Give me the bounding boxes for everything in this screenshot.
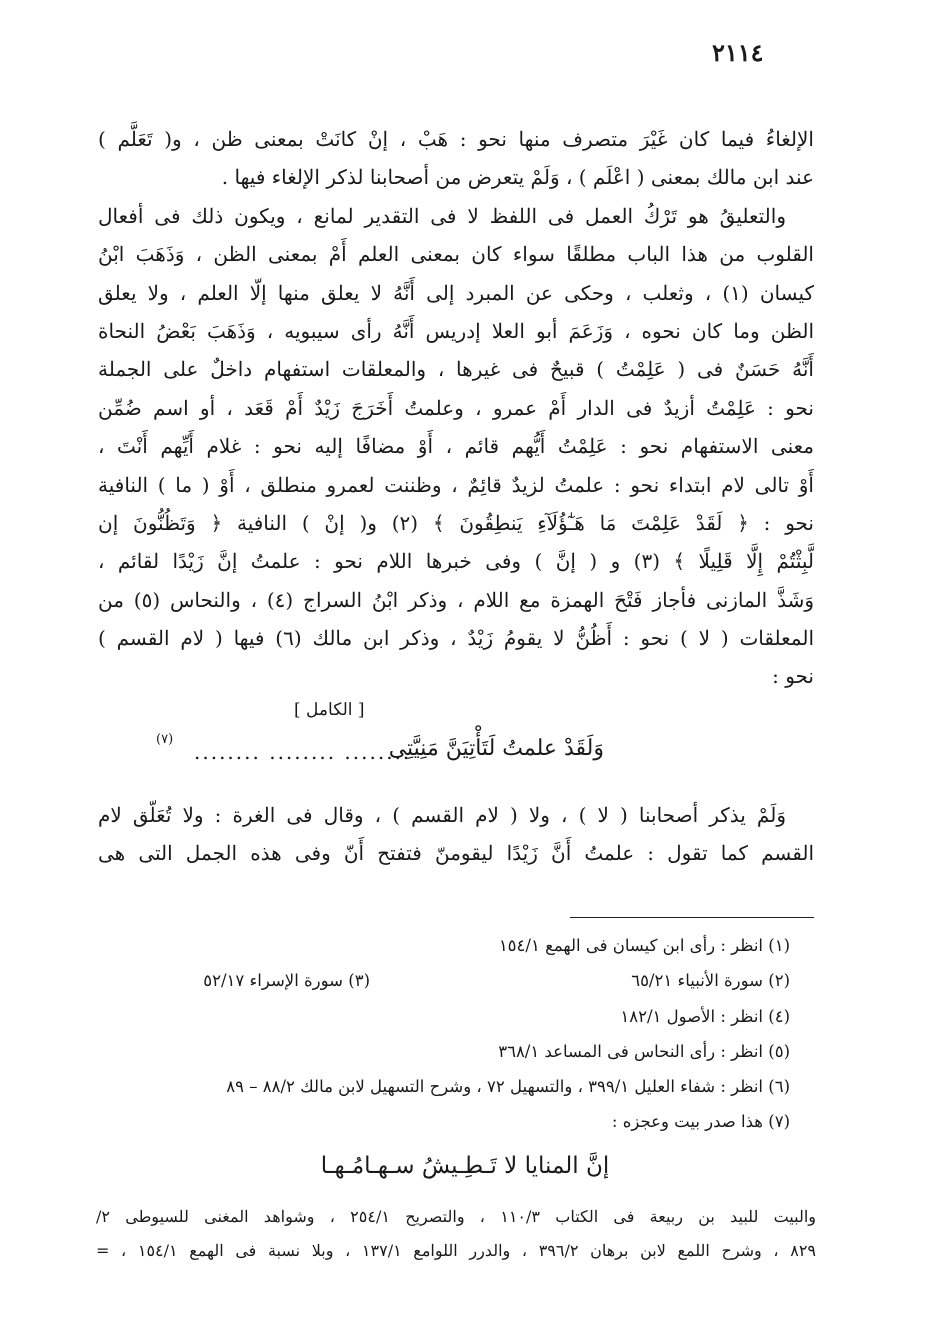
text-line: الظن وما كان نحوه ، وَزَعَمَ أبو العلا إدريس أَنَّهُ رأى سيبويه ، وَذَهَبَ بَعْضُ النحاة (98, 318, 814, 343)
main-text (98, 120, 814, 873)
text-line: أَنَّهُ حَسَنٌ فى ( عَلِمْتُ ) قبيحٌ فى غيرها ، والمعلقات استفهام داخلٌ على الجملة (98, 357, 814, 382)
text-line: عند ابن مالك بمعنى ( اعْلَم ) ، وَلَمْ يتعرض من أصحابنا لذكر الإلغاء فيها . (221, 165, 814, 190)
poetry-verse (98, 696, 814, 796)
footnote-line: والبيت للبيد بن ربيعة فى الكتاب ١١٠/٣ ، والتصريح ٢٥٤/١ ، وشواهد المغنى للسيوطى ٢/ (96, 1207, 817, 1226)
text-line: نحو : (772, 664, 814, 689)
footnote: (١) انظر : رأى ابن كيسان فى الهمع ١٥٤/١ (498, 936, 790, 955)
footnote: (٥) انظر : رأى النحاس فى المساعد ٣٦٨/١ (498, 1041, 790, 1061)
page-number: ٢١١٤ (712, 38, 764, 67)
text-line: وَلَمْ يذكر أصحابنا ( لا ) ، ولا ( لام القسم ) ، وقال فى الغرة : ولا تُعَلّق لام (98, 802, 786, 827)
footnote-divider (570, 917, 814, 918)
text-line: معنى الاستفهام نحو : عَلِمْتُ أَيُّهم قائم ، أَوْ مضافًا إليه نحو : غلام أَيِّهم أَنْتَ ، (98, 434, 814, 459)
footnote-line: ٨٢٩ ، وشرح اللمع لابن برهان ٣٩٦/٢ ، والدرر اللوامع ١٣٧/١ ، وبلا نسبة فى الهمع ١٥٤/١ ، = (96, 1241, 817, 1260)
verse-meter: [ الكامل ] (294, 699, 365, 720)
text-line: لَّبِثْتُمْ إِلَّا قَلِيلًا ﴾ (٣) و ( إنَّ ) وفى خبرها اللام نحو : علمتُ إنَّ زَيْدًا لقائم ، (98, 549, 814, 574)
text-line: والتعليقُ هو تَرْكُ العمل فى اللفظ لا فى التقدير لمانع ، ويكون ذلك فى أفعال (98, 203, 786, 228)
footnote: (٢) سورة الأنبياء ٦٥/٢١ (٣) سورة الإسراء ٥٢/١٧ (110, 963, 790, 998)
footnotes (110, 928, 790, 1192)
text-line: المعلقات ( لا ) نحو : أَظُنُّ لا يقومُ زَيْدٌ ، وذكر ابن مالك (٦) فيها ( لام القسم ) (98, 626, 814, 651)
footnote: (٤) انظر : الأصول ١٨٢/١ (620, 1006, 790, 1026)
footnote-continuation (96, 1200, 816, 1268)
verse-hemistich: وَلَقَدْ علمتُ لَتَأْتِيَنَّ مَنِيَّتِى (388, 735, 604, 761)
text-line: وَشَذَّ المازنى فأجاز فَتْحَ الهمزة مع اللام ، وذكر ابْنُ السراج (٤) ، والنحاس (٥) من (98, 587, 814, 612)
text-line: أَوْ تالى لام ابتداء نحو : علمتُ لزيدٌ قائِمٌ ، وظننت لعمرو منطلق ، أَوْ ( ما ) النافية (98, 472, 814, 497)
text-line: القسم كما تقول : علمتُ أَنَّ زَيْدًا ليقومنّ فتفتح أَنّ وفى هذه الجمل التى هى (98, 841, 814, 866)
text-line: نحو : ﴿ لَقَدْ عَلِمْتَ مَا هَـٰٓؤُلَآءِ يَنطِقُونَ ﴾ (٢) و( إنْ ) النافية ﴿ وَتَظُنُّونَ إن (98, 510, 814, 535)
text-line: الإلغاءُ فيما كان غَيْرَ متصرف منها نحو : هَبْ ، إنْ كانَتْ بمعنى ظن ، و( تَعَلَّم ) (98, 127, 814, 151)
verse-footnote-ref: (٧) (156, 731, 174, 747)
text-line: نحو : عَلِمْتُ أزيدٌ فى الدار أَمْ عمرو ، وعلمتُ أَخَرَجَ زَيْدٌ أَمْ قَعَد ، أو اسم ضُمِّن (98, 395, 814, 420)
text-line: كيسان (١) ، وثعلب ، وحكى عن المبرد إلى أَنَّهُ لا يعلق منها إلّا العلم ، ولا يعلق (98, 280, 814, 305)
verse-dots: ........ ........ ........ (194, 739, 412, 764)
footnote: (٧) هذا صدر بيت وعجزه : (611, 1112, 790, 1132)
footnote: (٣) سورة الإسراء ٥٢/١٧ (203, 971, 370, 991)
text-line: القلوب من هذا الباب مطلقًا سواء كان بمعنى العلم أَمْ بمعنى الظن ، وَذَهَبَ ابْنُ (98, 242, 814, 267)
footnote: (٦) انظر : شفاء العليل ٣٩٩/١ ، والتسهيل ٧٢ ، وشرح التسهيل لابن مالك ٨٨/٢ – ٨٩ (226, 1077, 790, 1097)
footnote-verse: إنَّ المنايا لا تَـطِـيشُ سـهـامُـهـا (320, 1152, 610, 1179)
